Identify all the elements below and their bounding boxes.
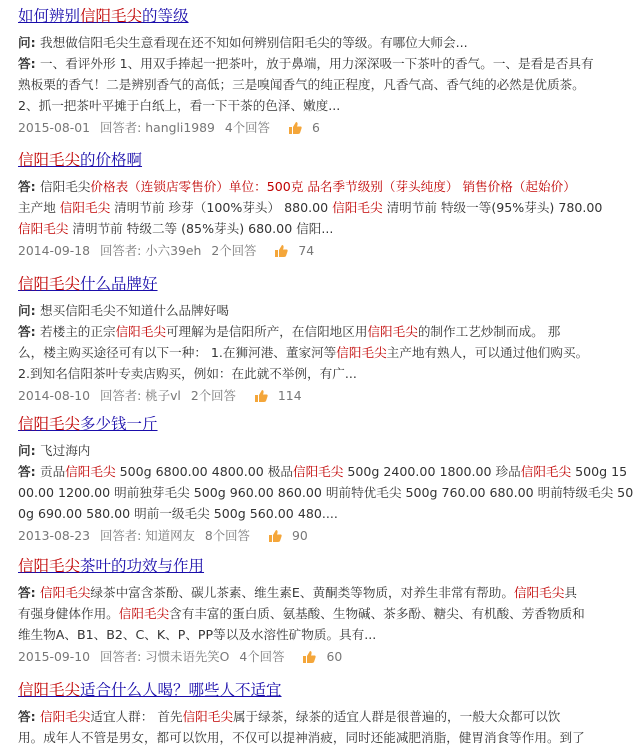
- keyword-highlight: 信阳毛尖: [513, 585, 565, 600]
- thumbs-up-icon: [288, 120, 302, 133]
- keyword-highlight: 信阳毛尖: [40, 709, 91, 724]
- answer-label: 答:: [18, 709, 41, 724]
- keyword-highlight: 信阳毛尖: [118, 606, 170, 621]
- thumbs-up-icon: [302, 649, 316, 662]
- answer-text: 可理解为是信阳所产，在信阳地区用: [165, 324, 368, 339]
- answer-line: [18, 197, 632, 218]
- result-snippet: [18, 300, 632, 406]
- keyword-highlight: 信阳毛尖: [40, 585, 91, 600]
- keyword-highlight: 信阳毛尖: [65, 464, 116, 479]
- answer-text: 有强身健体作用。: [18, 606, 119, 621]
- answer-line: [18, 342, 632, 363]
- answer-text: 绿茶中富含茶酚、碳儿茶素、维生素E、黄酮类等物质，对养生非常有帮助。: [90, 585, 514, 600]
- answer-text: 熟板栗的香气！二是辨别香气的高低；三是嗅闻香气的纯正程度，凡香气高、香气纯的必然是优质茶。: [18, 77, 585, 92]
- result-meta: [18, 647, 632, 667]
- title-keyword: 信阳毛尖: [18, 151, 81, 169]
- answer-text: 信阳毛尖: [40, 179, 91, 194]
- keyword-highlight: 信阳毛尖: [292, 464, 344, 479]
- result-title-link[interactable]: [18, 556, 632, 576]
- result-title-link[interactable]: [18, 150, 632, 170]
- answer-text: 500g 6800.00 4800.00 极品: [115, 464, 293, 479]
- title-keyword: 信阳毛尖: [80, 7, 143, 25]
- answer-count-link[interactable]: 2个回答: [190, 388, 236, 403]
- result-date: 2013-08-23: [18, 528, 91, 543]
- like-count[interactable]: [268, 528, 308, 543]
- answer-text: 清明节前 特级一等(95%芽头) 780.00: [382, 200, 603, 215]
- answer-line: [18, 176, 632, 197]
- like-count[interactable]: [274, 243, 314, 258]
- like-number: 114: [277, 388, 302, 403]
- question-text: 想买信阳毛尖不知道什么品牌好喝: [40, 303, 229, 318]
- result-item: [18, 680, 632, 748]
- result-snippet: [18, 440, 632, 546]
- keyword-highlight: 信阳毛尖: [59, 200, 111, 215]
- answer-text: 主产地有熟人，可以通过他们购买。: [386, 345, 589, 360]
- result-date: 2015-09-10: [18, 649, 91, 664]
- answer-count-link[interactable]: 2个回答: [211, 243, 257, 258]
- title-keyword: 信阳毛尖: [18, 415, 81, 433]
- answer-text: 贡品: [40, 464, 66, 479]
- question-row: [18, 32, 632, 53]
- result-snippet: [18, 176, 632, 261]
- thumbs-up-icon: [254, 388, 268, 401]
- title-text: 的价格啊: [80, 151, 143, 169]
- result-title-link[interactable]: [18, 6, 632, 26]
- keyword-highlight: 信阳毛尖: [336, 345, 387, 360]
- result-meta: [18, 386, 632, 406]
- keyword-highlight: 信阳毛尖: [182, 709, 233, 724]
- thumbs-up-icon: [268, 528, 282, 541]
- answer-label: 答:: [18, 324, 41, 339]
- answer-text: 00.00 1200.00 明前独芽毛尖 500g 960.00 860.00 明前特优毛尖 500g 760.00 680.00 明前特级毛尖 50: [18, 485, 634, 500]
- result-meta: [18, 118, 632, 138]
- question-row: [18, 440, 632, 461]
- result-title-link[interactable]: [18, 414, 632, 434]
- keyword-highlight: 信阳毛尖: [115, 324, 166, 339]
- title-text: 多少钱一斤: [80, 415, 158, 433]
- result-snippet: [18, 582, 632, 667]
- result-snippet: [18, 706, 632, 748]
- question-label: 问:: [18, 35, 41, 50]
- answer-line: [18, 461, 632, 482]
- result-item: [18, 556, 632, 667]
- answer-text: 清明节前 特级二等 (85%芽头) 680.00 信阳...: [68, 221, 334, 236]
- like-number: 90: [291, 528, 308, 543]
- answerer-name: 回答者: hangli1989: [100, 120, 215, 135]
- result-item: [18, 150, 632, 261]
- answer-text: 500g 2400.00 1800.00 珍品: [343, 464, 521, 479]
- answer-count-link[interactable]: 4个回答: [224, 120, 270, 135]
- answer-count-link[interactable]: 4个回答: [239, 649, 285, 664]
- answer-text: 清明节前 珍芽（100%芽头） 880.00: [110, 200, 333, 215]
- answer-text: 主产地: [18, 200, 60, 215]
- result-date: 2014-08-10: [18, 388, 91, 403]
- keyword-highlight: 信阳毛尖: [332, 200, 383, 215]
- title-keyword: 信阳毛尖: [18, 681, 81, 699]
- like-number: 60: [326, 649, 343, 664]
- like-count[interactable]: [254, 388, 302, 403]
- answer-label: 答:: [18, 585, 41, 600]
- answer-text: 具: [564, 585, 577, 600]
- answerer-name: 回答者: 知道网友: [100, 528, 195, 543]
- answer-line: [18, 706, 632, 727]
- answer-line: [18, 363, 632, 384]
- answer-line: [18, 482, 632, 503]
- title-text: 适合什么人喝？哪些人不适宜: [80, 681, 282, 699]
- result-date: 2015-08-01: [18, 120, 91, 135]
- question-text: 飞过海内: [40, 443, 91, 458]
- answer-line: [18, 582, 632, 603]
- answer-line: [18, 321, 632, 342]
- answer-text: 若楼主的正宗: [40, 324, 116, 339]
- title-text: 如何辨别: [18, 7, 81, 25]
- title-keyword: 信阳毛尖: [18, 275, 81, 293]
- title-keyword: 信阳毛尖: [18, 557, 81, 575]
- question-text: 我想做信阳毛尖生意看现在还不知如何辨别信阳毛尖的等级。有哪位大师会...: [40, 35, 468, 50]
- result-meta: [18, 526, 632, 546]
- answer-text: 2、抓一把茶叶平摊于白纸上，看一下干茶的色泽、嫩度...: [18, 98, 341, 113]
- answer-text: 适宜人群： 首先: [90, 709, 183, 724]
- answer-count-link[interactable]: 8个回答: [204, 528, 250, 543]
- answer-line: [18, 95, 632, 116]
- answer-line: [18, 727, 632, 748]
- result-date: 2014-09-18: [18, 243, 91, 258]
- answer-line: [18, 503, 632, 524]
- answer-line: [18, 53, 632, 74]
- title-text: 茶叶的功效与作用: [80, 557, 205, 575]
- result-item: [18, 6, 632, 138]
- answer-line: [18, 218, 632, 239]
- answer-label: 答:: [18, 179, 41, 194]
- answer-text: 2.到知名信阳茶叶专卖店购买，例如：在此就不举例，有广...: [18, 366, 357, 381]
- like-count[interactable]: [302, 649, 342, 664]
- result-meta: [18, 241, 632, 261]
- question-row: [18, 300, 632, 321]
- answer-text: 含有丰富的蛋白质、氨基酸、生物碱、茶多酚、糖尖、有机酸、芳香物质和: [169, 606, 585, 621]
- title-text: 的等级: [142, 7, 189, 25]
- answer-text: 一、看评外形 1、用双手捧起一把茶叶，放于鼻端，用力深深吸一下茶叶的香气。一、是看是否具有: [40, 56, 594, 71]
- like-number: 6: [311, 120, 320, 135]
- answer-text: 维生物A、B1、B2、C、K、P、PP等以及水溶性矿物质。具有...: [18, 627, 377, 642]
- answer-text: 么，楼主购买途径可有以下一种： 1.在狮河港、董家河等: [18, 345, 337, 360]
- answer-label: 答:: [18, 56, 41, 71]
- answer-line: [18, 74, 632, 95]
- result-item: [18, 414, 632, 546]
- answerer-name: 回答者: 小六39eh: [100, 243, 202, 258]
- question-label: 问:: [18, 303, 41, 318]
- keyword-highlight: 信阳毛尖: [367, 324, 418, 339]
- result-snippet: [18, 32, 632, 138]
- answer-text: 500g 15: [571, 464, 628, 479]
- answer-line: [18, 603, 632, 624]
- like-number: 74: [298, 243, 315, 258]
- like-count[interactable]: [288, 120, 320, 135]
- answer-text: 0g 690.00 580.00 明前一级毛尖 500g 560.00 480....: [18, 506, 338, 521]
- answerer-name: 回答者: 桃子vl: [100, 388, 181, 403]
- keyword-highlight: 信阳毛尖: [18, 221, 69, 236]
- title-text: 什么品牌好: [80, 275, 158, 293]
- answer-text: 属于绿茶，绿茶的适宜人群是很普遍的，一般大众都可以饮: [232, 709, 561, 724]
- answer-line: [18, 624, 632, 645]
- keyword-highlight: 价格表（连锁店零售价）单位：500克 品名季节级别（芽头纯度） 销售价格（起始价）: [90, 179, 576, 194]
- result-title-link[interactable]: [18, 274, 632, 294]
- answer-text: 用。成年人不管是男女，都可以饮用，不仅可以提神消疲，同时还能减肥消脂，健胃消食等作用。到了: [18, 730, 585, 745]
- keyword-highlight: 信阳毛尖: [520, 464, 572, 479]
- answer-text: 的制作工艺炒制而成。 那: [417, 324, 561, 339]
- thumbs-up-icon: [274, 243, 288, 256]
- result-item: [18, 274, 632, 406]
- answer-label: 答:: [18, 464, 41, 479]
- result-title-link[interactable]: [18, 680, 632, 700]
- question-label: 问:: [18, 443, 41, 458]
- answerer-name: 回答者: 习惯未语先笑O: [100, 649, 230, 664]
